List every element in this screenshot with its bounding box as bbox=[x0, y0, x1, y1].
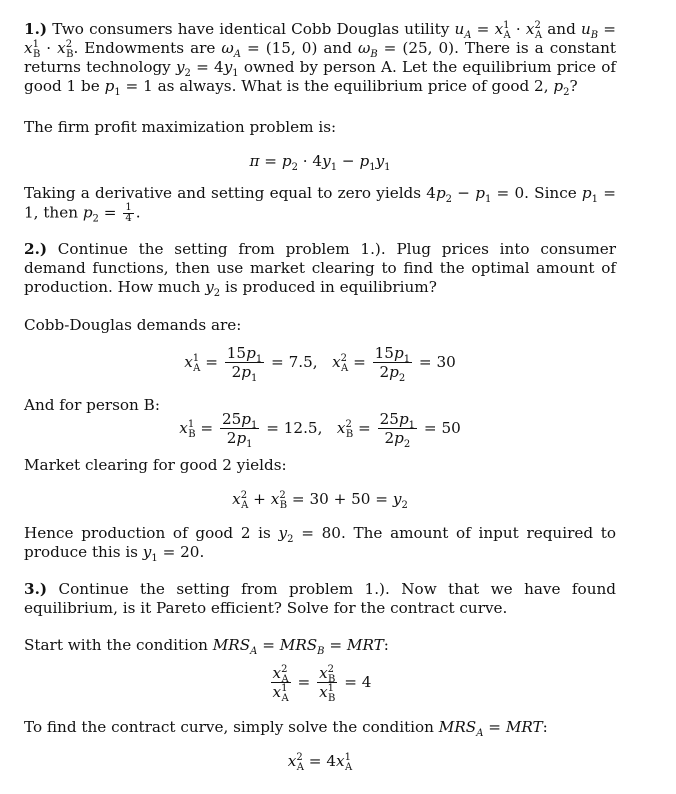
person-b-intro: And for person B: bbox=[24, 396, 160, 414]
contract-curve-equation: $x^2_A = 4x^1_A$ bbox=[287, 751, 353, 774]
demand-a2-value: 30 bbox=[436, 352, 456, 371]
demand-b2-value: 50 bbox=[441, 418, 461, 437]
conclusion-text: Hence production of good 2 is $y_2 = 80$. The amount of input required to produce this is $y_1 = 20$. bbox=[24, 524, 616, 565]
start-condition-text: Start with the condition $MRS_A = MRS_B$ = MRT: bbox=[24, 636, 389, 658]
contract-curve-text: To find the contract curve, simply solve the condition $MRS_A$ = MRT: bbox=[24, 718, 548, 740]
profit-equation: $\pi = p_2 \cdot 4y_1 - p_1y_1$ bbox=[249, 152, 391, 174]
clearing-intro: Market clearing for good 2 yields: bbox=[24, 456, 287, 474]
problem-1-number: 1.) bbox=[24, 20, 48, 38]
demand-b1-value: 12.5 bbox=[283, 418, 318, 437]
firm-intro: The firm profit maximization problem is: bbox=[24, 118, 337, 136]
demand-a1-value: 7.5 bbox=[288, 352, 313, 371]
market-clearing-equation: $x^2_A + x^2_B = 30 + 50 = y_2$ bbox=[232, 489, 408, 512]
problem-3-number: 3.) bbox=[24, 580, 48, 598]
clearing-rhs: 30 + 50 bbox=[309, 490, 371, 508]
mrs-equation: $\frac{x^2_A}{x^1_A}$ = $\frac{x^2_B}{x^1_B}$ = 4 bbox=[272, 663, 372, 705]
problem-2-number: 2.) bbox=[24, 240, 48, 258]
problem-2-statement: 2.) Continue the setting from problem 1.). Plug prices into consumer demand functions, then use market clearing to find the optimal amount of production. How much $y_2$ is produced in equilibrium? bbox=[24, 240, 616, 300]
problem-1-statement: 1.) Two consumers have identical Cobb Douglas utility $u_A = x^1_A \cdot x^2_A$ and $u_B = x^1_B \cdot x^2_B$. Endowments are $\omega_A = (15$, 0) and $\omega_B = (25$, 0). There is a constant returns technology $y_2 = 4y_1$ owned by person A. Let the equilibrium price of good 1 be $p_1 = 1$ as always. What is the equilibrium price of good 2, $p_2$? bbox=[24, 19, 616, 99]
demand-equations-b: $x^1_B$ = $\frac{25p_1}{2p_1}$ = 12.5, $x^2_B$ = $\frac{25p_1}{2p_2}$ = 50 bbox=[179, 410, 461, 451]
mrs-value: 4 bbox=[361, 672, 372, 691]
demand-equations-a: $x^1_A$ = $\frac{15p_1}{2p_1}$ = 7.5, $x^2_A$ = $\frac{15p_1}{2p_2}$ = 30 bbox=[184, 344, 456, 385]
problem-3-statement: 3.) Continue the setting from problem 1.). Now that we have found equilibrium, is it Pareto efficient? Solve for the contract curve. bbox=[24, 580, 616, 617]
derivative-text: Taking a derivative and setting equal to zero yields $4p_2 - p_1 = 0$. Since $p_1 = 1$, then $p_2$ = $\frac{1}{4}$ . bbox=[24, 184, 616, 225]
contract-coef: 4 bbox=[326, 752, 337, 770]
demands-intro: Cobb-Douglas demands are: bbox=[24, 316, 242, 334]
